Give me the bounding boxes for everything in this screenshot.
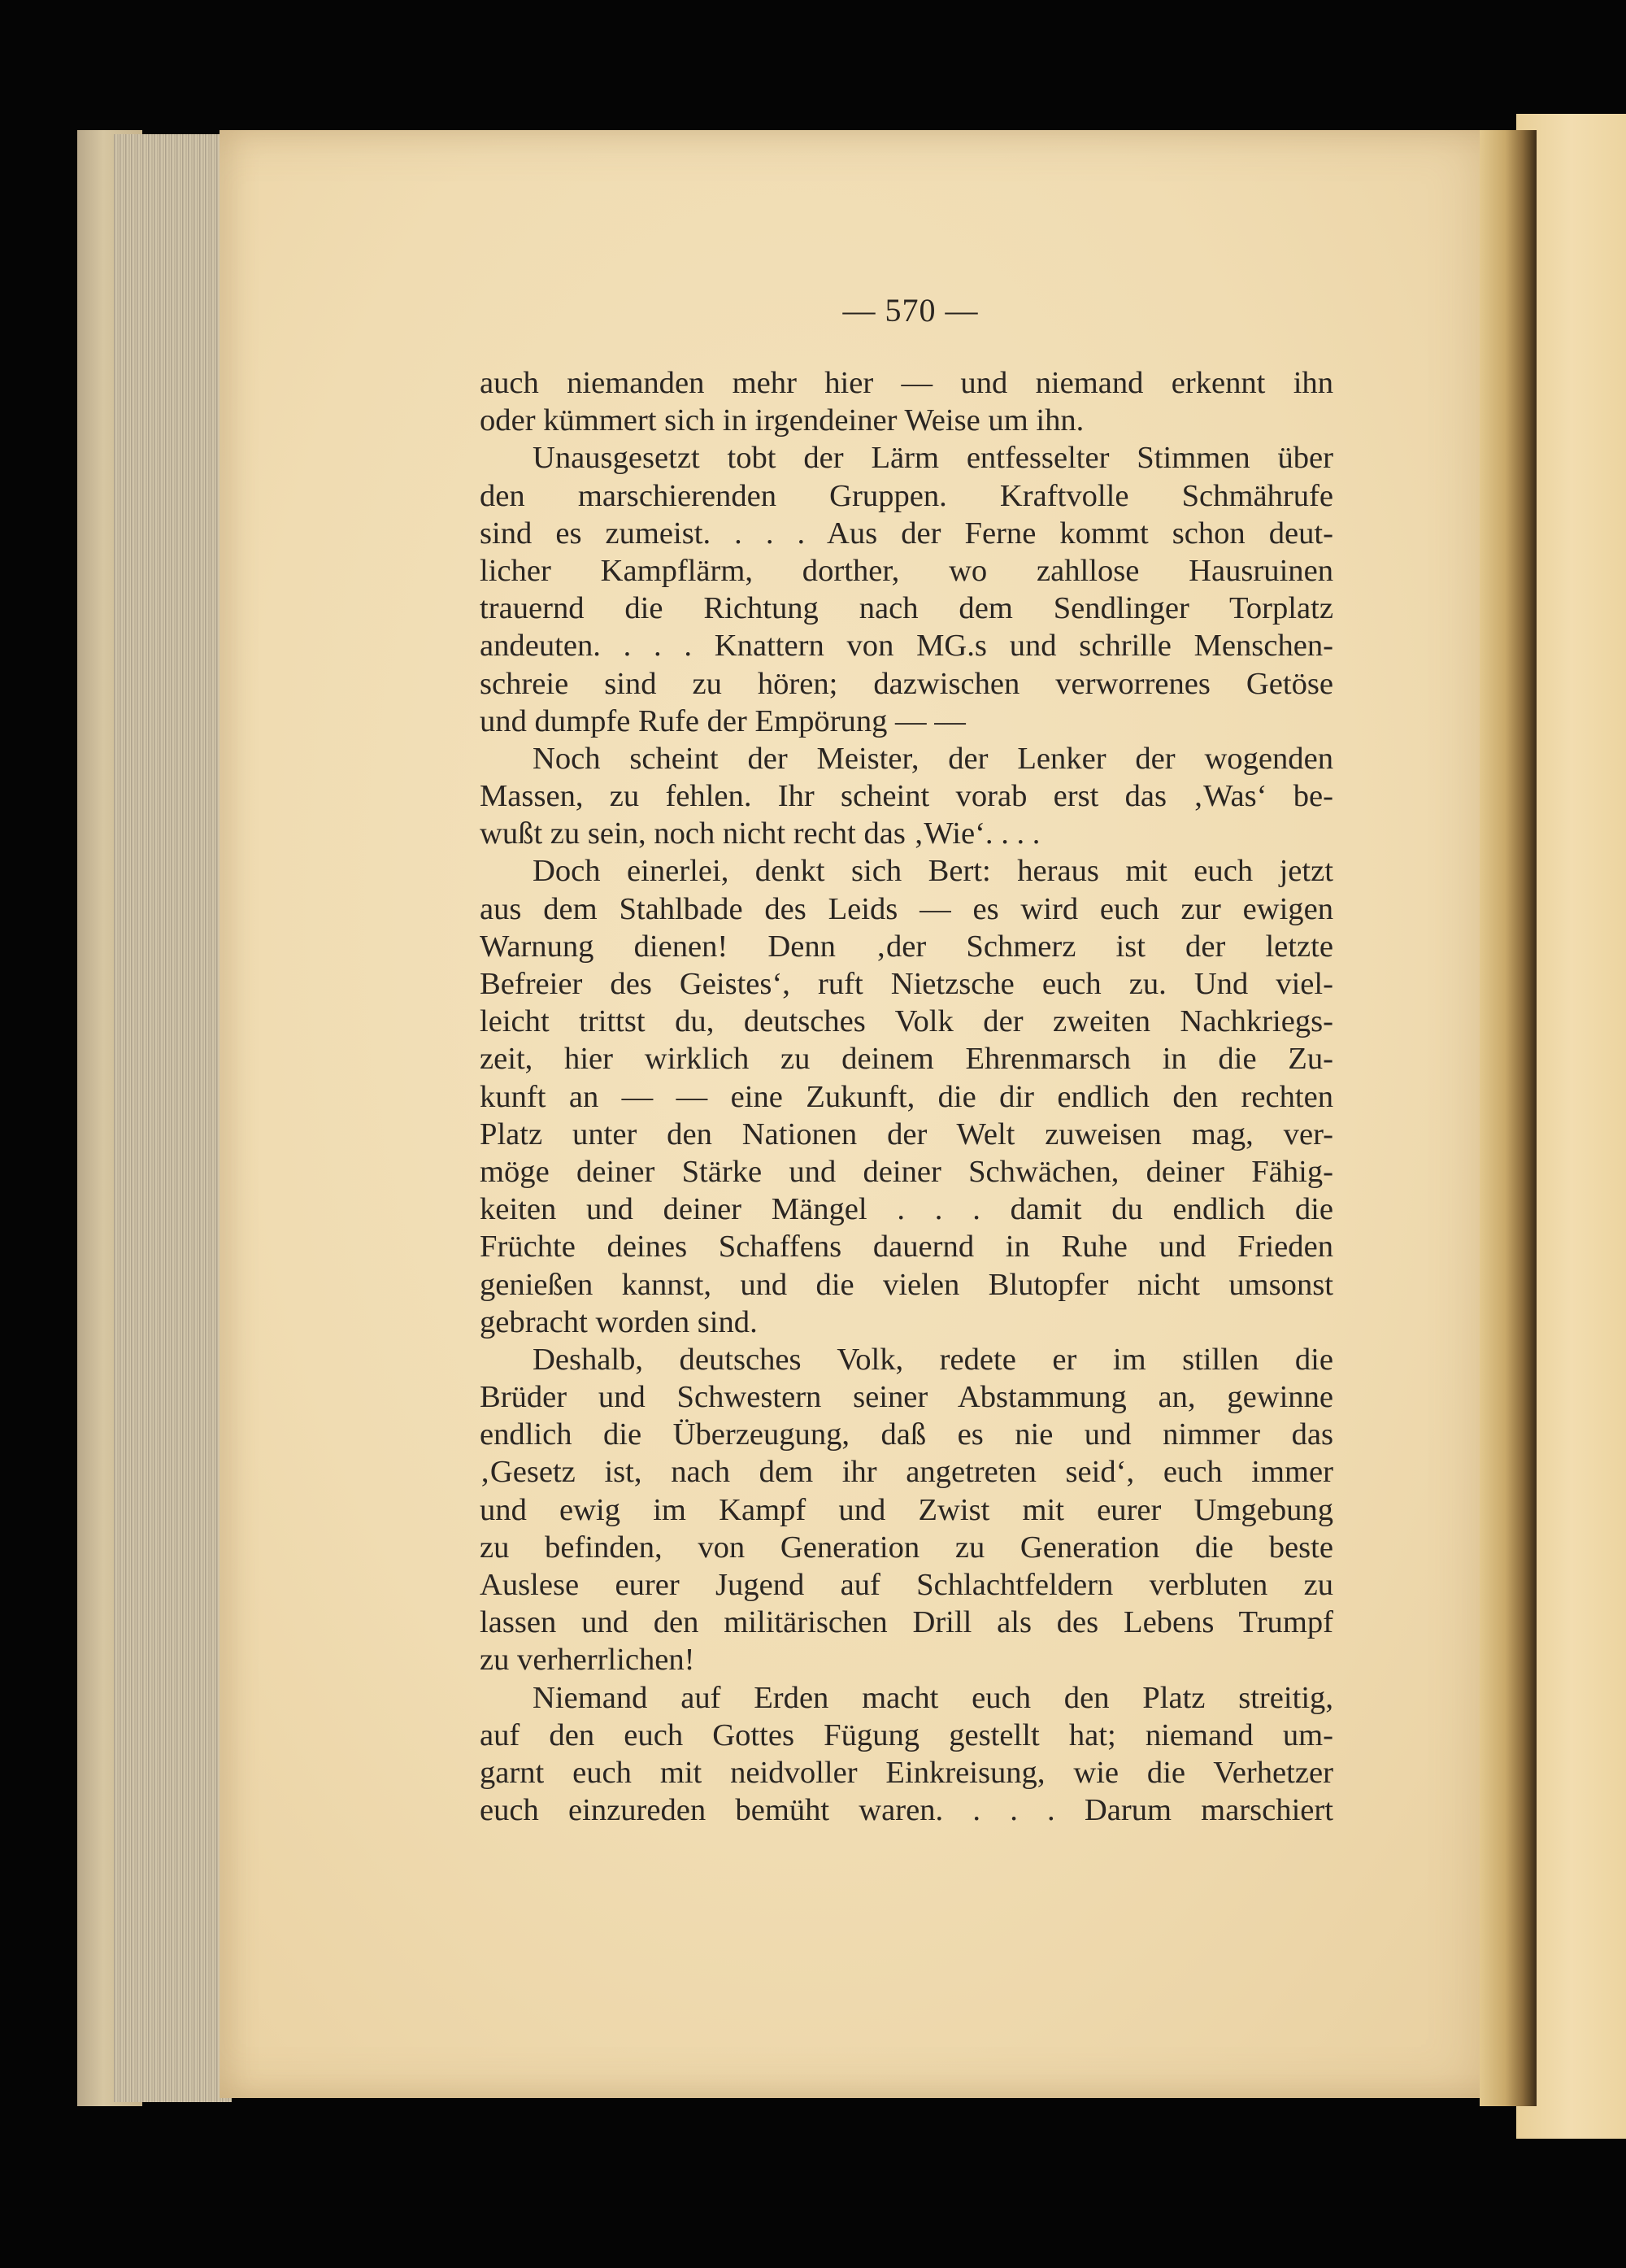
text-line: Niemand auf Erden macht euch den Platz streitig,: [533, 1680, 1333, 1715]
text-line: auf den euch Gottes Fügung gestellt hat; niemand um-: [480, 1717, 1333, 1752]
text-line: Deshalb, deutsches Volk, redete er im stillen die: [533, 1342, 1333, 1377]
text-line: leicht trittst du, deutsches Volk der zweiten Nachkriegs-: [480, 1004, 1333, 1039]
text-line: Massen, zu fehlen. Ihr scheint vorab erst das ‚Was‘ be-: [480, 779, 1333, 814]
text-line: trauernd die Richtung nach dem Sendlinger Torplatz: [480, 591, 1333, 626]
text-line: Doch einerlei, denkt sich Bert: heraus mit euch jetzt: [533, 854, 1333, 889]
body-text: [480, 364, 1333, 1829]
text-line: aus dem Stahlbade des Leids — es wird euch zur ewigen: [480, 891, 1333, 926]
text-line: endlich die Überzeugung, daß es nie und nimmer das: [480, 1417, 1333, 1452]
text-line: schreie sind zu hören; dazwischen verworrenes Getöse: [480, 666, 1333, 701]
text-line: euch einzureden bemüht waren. . . . Darum marschiert: [480, 1793, 1333, 1828]
text-line: andeuten. . . . Knattern von MG.s und schrille Menschen-: [480, 629, 1333, 664]
text-line: Früchte deines Schaffens dauernd in Ruhe und Frieden: [480, 1230, 1333, 1265]
text-line: Warnung dienen! Denn ‚der Schmerz ist der letzte: [480, 929, 1333, 964]
text-line: gebracht worden sind.: [480, 1304, 758, 1339]
text-line: ‚Gesetz ist, nach dem ihr angetreten seid‘, euch immer: [480, 1455, 1333, 1490]
page-number: — 570 —: [842, 292, 979, 329]
book-gutter: [1480, 130, 1537, 2106]
text-line: Platz unter den Nationen der Welt zuweisen mag, ver-: [480, 1117, 1333, 1151]
text-line: wußt zu sein, noch nicht recht das ‚Wie‘. . . .: [480, 816, 1041, 851]
text-line: zeit, hier wirklich zu deinem Ehrenmarsch in die Zu-: [480, 1042, 1333, 1077]
text-line: und ewig im Kampf und Zwist mit eurer Umgebung: [480, 1492, 1333, 1527]
text-line: den marschierenden Gruppen. Kraftvolle Schmährufe: [480, 478, 1333, 513]
text-line: genießen kannst, und die vielen Blutopfer nicht umsonst: [480, 1267, 1333, 1302]
text-line: oder kümmert sich in irgendeiner Weise um ihn.: [480, 403, 1085, 438]
text-line: garnt euch mit neidvoller Einkreisung, wie die Verhetzer: [480, 1755, 1333, 1790]
text-line: Auslese eurer Jugend auf Schlachtfeldern verbluten zu: [480, 1568, 1333, 1602]
text-line: licher Kampflärm, dorther, wo zahllose Hausruinen: [480, 553, 1333, 588]
text-line: zu befinden, von Generation zu Generation die beste: [480, 1530, 1333, 1565]
text-line: kunft an — — eine Zukunft, die dir endlich den rechten: [480, 1079, 1333, 1114]
text-line: auch niemanden mehr hier — und niemand erkennt ihn: [480, 366, 1333, 400]
text-line: keiten und deiner Mängel . . . damit du endlich die: [480, 1192, 1333, 1227]
text-line: möge deiner Stärke und deiner Schwächen, deiner Fähig-: [480, 1154, 1333, 1189]
text-line: sind es zumeist. . . . Aus der Ferne kommt schon deut-: [480, 516, 1333, 551]
page-stack-edges: [114, 134, 232, 2102]
text-line: Unausgesetzt tobt der Lärm entfesselter Stimmen über: [533, 441, 1333, 476]
text-line: und dumpfe Rufe der Empörung — —: [480, 703, 966, 738]
text-line: zu verherrlichen!: [480, 1643, 695, 1678]
text-line: Noch scheint der Meister, der Lenker der wogenden: [533, 741, 1333, 776]
text-line: lassen und den militärischen Drill als des Lebens Trumpf: [480, 1605, 1333, 1640]
text-line: Befreier des Geistes‘, ruft Nietzsche euch zu. Und viel-: [480, 967, 1333, 1001]
text-line: Brüder und Schwestern seiner Abstammung an, gewinne: [480, 1380, 1333, 1415]
